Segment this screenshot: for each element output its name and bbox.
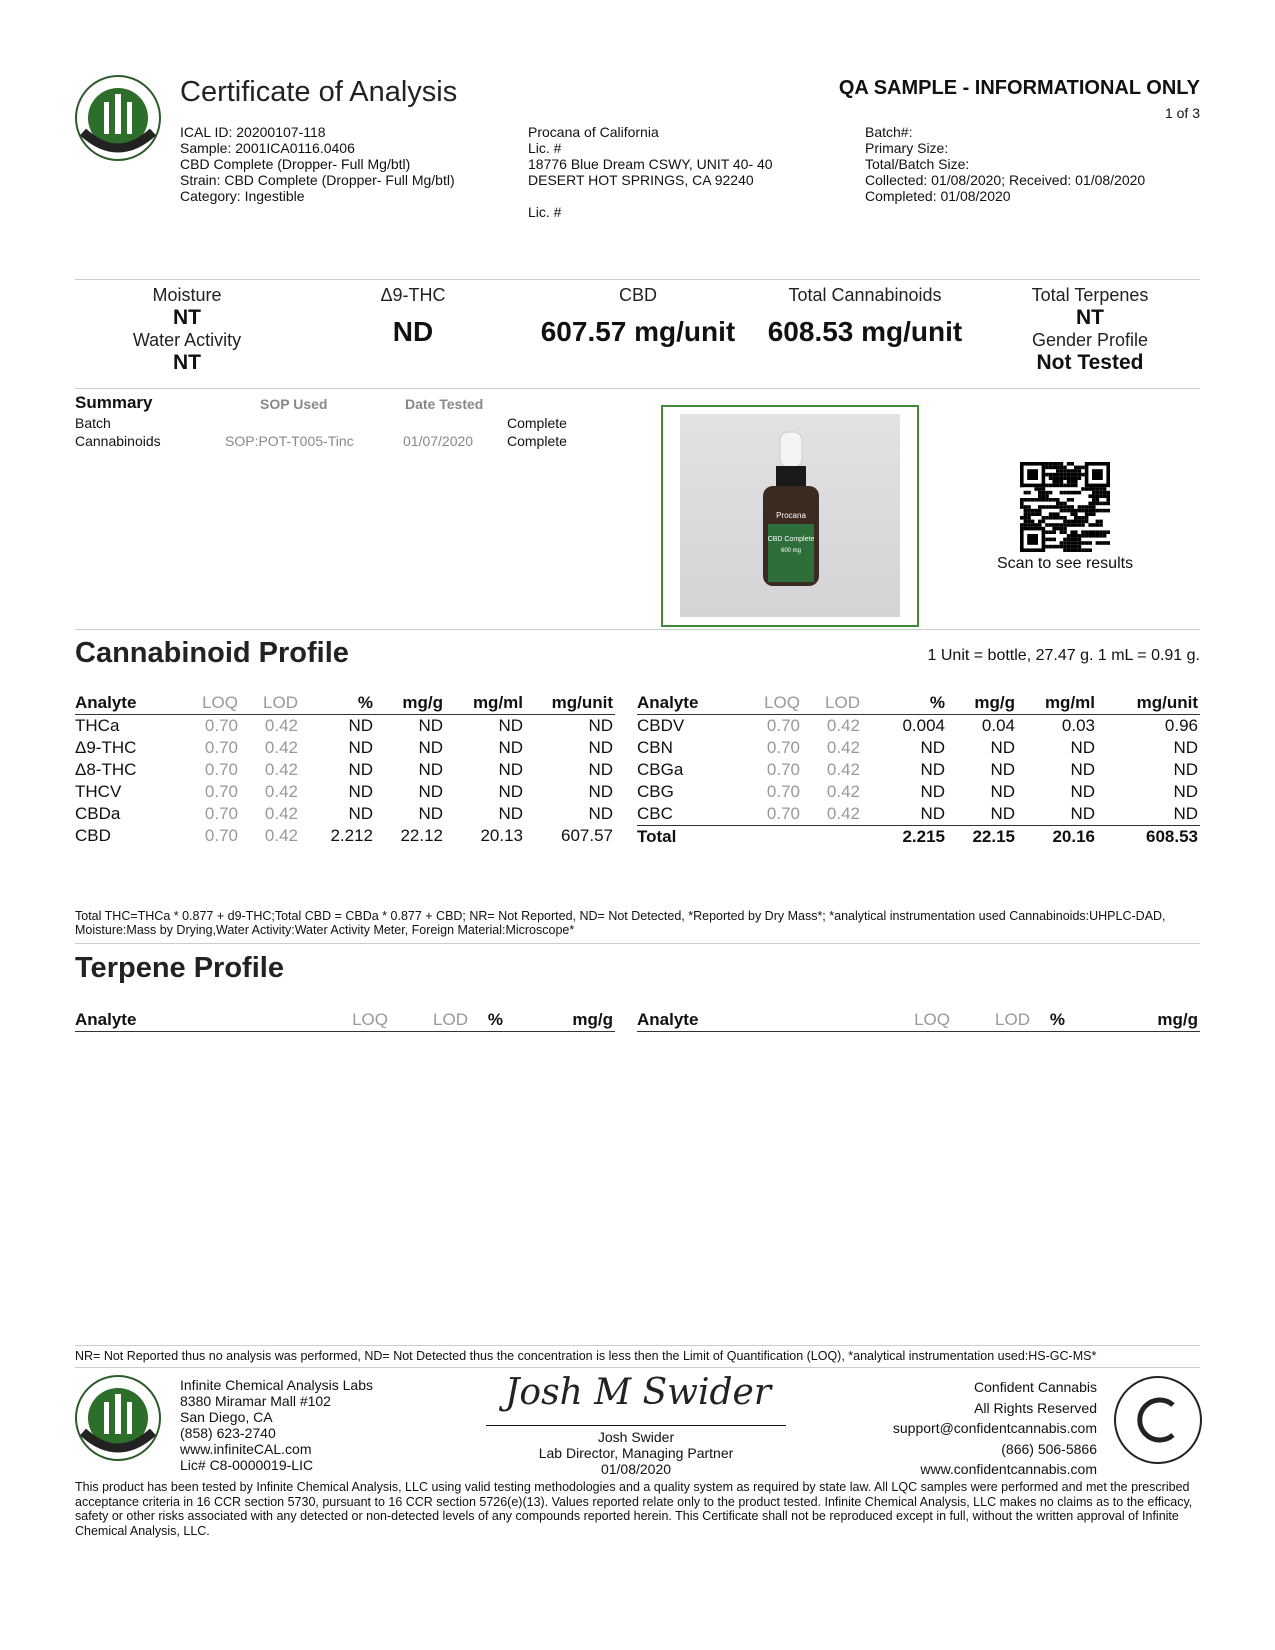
summary-row-status: Complete bbox=[507, 415, 567, 431]
table-cell: 20.16 bbox=[1017, 826, 1097, 849]
table-cell: Total bbox=[637, 826, 757, 849]
table-cell: ND bbox=[348, 782, 373, 801]
column-header: Analyte bbox=[75, 1009, 320, 1032]
table-cell: THCa bbox=[75, 716, 120, 735]
collected-date: Collected: 01/08/2020; Received: 01/08/2020 bbox=[865, 172, 1146, 188]
batch-info bbox=[865, 124, 1145, 204]
signer-name: Josh Swider bbox=[597, 1429, 675, 1445]
table-cell: 0.96 bbox=[1164, 716, 1198, 735]
total-terpenes-label: Total Terpenes bbox=[1031, 285, 1149, 305]
table-row bbox=[637, 781, 1200, 803]
table-cell: ND bbox=[348, 760, 373, 779]
divider bbox=[75, 1367, 1200, 1368]
column-header: Analyte bbox=[637, 1009, 882, 1032]
divider bbox=[75, 279, 1200, 280]
table-row bbox=[637, 715, 1200, 738]
table-cell: ND bbox=[498, 760, 523, 779]
table-cell: 0.42 bbox=[264, 738, 298, 757]
client-lic-2: Lic. # bbox=[528, 204, 562, 220]
table-cell: 0.70 bbox=[766, 738, 800, 757]
svg-text:600 mg: 600 mg bbox=[780, 548, 802, 554]
column-header: mg/g bbox=[947, 692, 1017, 715]
column-header: LOD bbox=[390, 1009, 470, 1032]
table-cell: ND bbox=[418, 760, 443, 779]
svg-text:Procana: Procana bbox=[776, 511, 806, 520]
table-row bbox=[75, 737, 615, 759]
water-activity-value: NT bbox=[173, 351, 201, 374]
table-cell: 0.70 bbox=[204, 716, 238, 735]
table-cell: CBDa bbox=[75, 804, 121, 823]
thc-metric bbox=[303, 285, 523, 348]
cannabinoid-footnote: Total THC=THCa * 0.877 + d9-THC;Total CBD = CBDa * 0.877 + CBD; NR= Not Reported, ND= Not Detected, *Reported by Dry Mass*; *analytical instrumentation used Cannabinoids:UHPLC-DAD, Moisture:Mass by Drying,Water Activity:Water Activity Meter, Foreign Material:Microscope* bbox=[75, 909, 1166, 937]
table-cell: 607.57 bbox=[561, 826, 613, 845]
moisture-metric bbox=[77, 285, 297, 375]
terpenes-metric bbox=[980, 285, 1200, 375]
table-cell: ND bbox=[920, 804, 945, 823]
lab-license: Lic# C8-0000019-LIC bbox=[180, 1457, 314, 1473]
table-cell: ND bbox=[1173, 782, 1198, 801]
svg-text:CBD Complete: CBD Complete bbox=[767, 536, 815, 543]
column-header: LOD bbox=[952, 1009, 1032, 1032]
qr-code-icon[interactable] bbox=[1020, 462, 1110, 557]
column-header: mg/ml bbox=[1017, 692, 1097, 715]
cannabinoid-profile-title: Cannabinoid Profile bbox=[75, 637, 349, 669]
table-cell: CBG bbox=[637, 782, 674, 801]
table-row bbox=[75, 781, 615, 803]
table-cell: 0.42 bbox=[826, 804, 860, 823]
column-header: % bbox=[1032, 1009, 1067, 1032]
divider bbox=[75, 1345, 1200, 1346]
table-cell: ND bbox=[498, 782, 523, 801]
table-cell: 0.70 bbox=[766, 760, 800, 779]
column-header: % bbox=[300, 692, 375, 715]
table-cell: 0.004 bbox=[902, 716, 945, 735]
table-cell: 0.70 bbox=[204, 760, 238, 779]
table-cell: ND bbox=[418, 804, 443, 823]
table-cell: ND bbox=[1173, 760, 1198, 779]
table-cell: 0.70 bbox=[204, 782, 238, 801]
sop-header: SOP Used bbox=[260, 396, 328, 412]
client-address-2: DESERT HOT SPRINGS, CA 92240 bbox=[528, 172, 754, 188]
cannabinoid-table-left bbox=[75, 692, 615, 847]
ical-logo bbox=[73, 72, 163, 169]
table-cell: 20.13 bbox=[480, 826, 523, 845]
confident-cannabis-logo bbox=[1113, 1375, 1203, 1470]
cbd-value: 607.57 mg/unit bbox=[540, 316, 736, 347]
column-header: mg/g bbox=[375, 692, 445, 715]
table-cell: 0.70 bbox=[766, 782, 800, 801]
page-number: 1 of 3 bbox=[1164, 105, 1200, 121]
ical-id: ICAL ID: 20200107-118 bbox=[180, 124, 326, 140]
column-header: Analyte bbox=[75, 692, 195, 715]
table-cell: 0.04 bbox=[981, 716, 1015, 735]
table-cell: ND bbox=[990, 760, 1015, 779]
signature: Josh M Swider bbox=[505, 1372, 772, 1413]
divider bbox=[75, 629, 1200, 630]
summary-row-name: Cannabinoids bbox=[75, 433, 161, 449]
table-cell: 0.42 bbox=[264, 716, 298, 735]
unit-note: 1 Unit = bottle, 27.47 g. 1 mL = 0.91 g. bbox=[927, 647, 1200, 664]
gender-profile-label: Gender Profile bbox=[1031, 330, 1149, 350]
page-title: Certificate of Analysis bbox=[180, 76, 458, 108]
disclaimer: This product has been tested by Infinite Chemical Analysis, LLC using valid testing methodologies and a quality system as required by state law. All LQC samples were performed and met the prescribed acceptance criteria in 16 CCR section 5730, pursuant to 16 CCR section 5726(e)(13). Values reported relate only to the product tested. Infinite Chemical Analysis, LLC makes no claims as to the efficacy, safety or other risks associated with any detected or non-detected levels of any compounds reported herein. This Certificate shall not be reproduced except in full, without the written approval of Infinite Chemical Analysis, LLC. bbox=[75, 1480, 1193, 1538]
table-cell: ND bbox=[588, 716, 613, 735]
table-cell: ND bbox=[1173, 804, 1198, 823]
terpene-table-right bbox=[637, 1009, 1200, 1032]
table-cell: 22.15 bbox=[947, 826, 1017, 849]
table-cell: 0.42 bbox=[264, 826, 298, 845]
bottle-image bbox=[680, 414, 900, 617]
table-cell: ND bbox=[418, 716, 443, 735]
table-cell: 22.12 bbox=[400, 826, 443, 845]
table-cell: ND bbox=[990, 782, 1015, 801]
table-row bbox=[637, 826, 1200, 849]
lab-info bbox=[180, 1377, 373, 1473]
table-cell: ND bbox=[588, 738, 613, 757]
cannabinoid-table-right bbox=[637, 692, 1200, 848]
table-cell: 0.42 bbox=[264, 804, 298, 823]
cc-info bbox=[893, 1377, 1097, 1480]
cc-website: www.confidentcannabis.com bbox=[920, 1461, 1097, 1477]
cc-email: support@confidentcannabis.com bbox=[892, 1420, 1097, 1436]
table-cell: ND bbox=[498, 716, 523, 735]
table-cell: 608.53 bbox=[1097, 826, 1200, 849]
batch-size: Total/Batch Size: bbox=[865, 156, 970, 172]
table-row bbox=[637, 737, 1200, 759]
table-cell: ND bbox=[348, 716, 373, 735]
spacer bbox=[528, 188, 773, 204]
cbd-metric bbox=[528, 285, 748, 348]
signature-line bbox=[486, 1425, 786, 1426]
column-header: mg/g bbox=[505, 1009, 615, 1032]
table-cell bbox=[757, 826, 802, 849]
table-row bbox=[75, 825, 615, 847]
lab-website: www.infiniteCAL.com bbox=[180, 1441, 312, 1457]
lab-name: Infinite Chemical Analysis Labs bbox=[180, 1377, 373, 1393]
moisture-label: Moisture bbox=[152, 285, 222, 305]
primary-size: Primary Size: bbox=[865, 140, 949, 156]
table-cell: CBD bbox=[75, 826, 111, 845]
table-cell: ND bbox=[990, 738, 1015, 757]
table-cell: 0.42 bbox=[826, 716, 860, 735]
category: Category: Ingestible bbox=[180, 188, 305, 204]
total-cannabinoids-label: Total Cannabinoids bbox=[788, 285, 942, 305]
table-cell: 0.70 bbox=[766, 804, 800, 823]
table-cell: THCV bbox=[75, 782, 122, 801]
signer-title: Lab Director, Managing Partner bbox=[538, 1445, 734, 1461]
column-header: LOD bbox=[240, 692, 300, 715]
column-header: mg/ml bbox=[445, 692, 525, 715]
signer-info bbox=[486, 1429, 786, 1477]
table-cell: ND bbox=[588, 782, 613, 801]
summary-row-date: 01/07/2020 bbox=[403, 433, 474, 449]
table-cell: ND bbox=[990, 804, 1015, 823]
lab-phone: (858) 623-2740 bbox=[180, 1425, 276, 1441]
client-info bbox=[528, 124, 773, 220]
table-cell: ND bbox=[1070, 804, 1095, 823]
thc-label: Δ9-THC bbox=[380, 285, 446, 305]
signer-date: 01/08/2020 bbox=[600, 1461, 672, 1477]
ical-logo-footer bbox=[73, 1372, 163, 1469]
lab-address: 8380 Miramar Mall #102 bbox=[180, 1393, 331, 1409]
footer-note: NR= Not Reported thus no analysis was performed, ND= Not Detected thus the concentration is less then the Limit of Quantification (LOQ), *analytical instrumentation used:HS-GC-MS* bbox=[75, 1349, 1097, 1363]
table-cell: 0.42 bbox=[264, 782, 298, 801]
product-photo bbox=[680, 414, 900, 617]
table-cell: Δ9-THC bbox=[75, 738, 137, 757]
table-cell: CBDV bbox=[637, 716, 685, 735]
table-cell: CBC bbox=[637, 804, 673, 823]
table-row bbox=[75, 715, 615, 738]
strain: Strain: CBD Complete (Dropper- Full Mg/btl) bbox=[180, 172, 455, 188]
summary-row-name: Batch bbox=[75, 415, 111, 431]
table-cell: ND bbox=[418, 782, 443, 801]
divider bbox=[75, 388, 1200, 389]
column-header: mg/unit bbox=[525, 692, 615, 715]
sample-info bbox=[180, 124, 455, 204]
table-row bbox=[637, 759, 1200, 781]
product-name: CBD Complete (Dropper- Full Mg/btl) bbox=[180, 156, 411, 172]
summary-row-status: Complete bbox=[507, 433, 567, 449]
qr-caption: Scan to see results bbox=[997, 555, 1134, 572]
cc-phone: (866) 506-5866 bbox=[1001, 1440, 1097, 1457]
client-address-1: 18776 Blue Dream CSWY, UNIT 40- 40 bbox=[528, 156, 773, 172]
cc-rights: All Rights Reserved bbox=[974, 1399, 1097, 1416]
total-terpenes-value: NT bbox=[1076, 306, 1104, 329]
water-activity-label: Water Activity bbox=[132, 330, 242, 350]
table-cell: ND bbox=[588, 760, 613, 779]
table-cell: 0.42 bbox=[826, 760, 860, 779]
table-row bbox=[75, 803, 615, 825]
table-cell: Δ8-THC bbox=[75, 760, 137, 779]
column-header: % bbox=[862, 692, 947, 715]
gender-profile-value: Not Tested bbox=[1036, 351, 1144, 374]
table-cell: 0.42 bbox=[826, 782, 860, 801]
sample-id: Sample: 2001ICA0116.0406 bbox=[180, 140, 355, 156]
table-cell: ND bbox=[588, 804, 613, 823]
divider bbox=[75, 943, 1200, 944]
summary-row-sop: SOP:POT-T005-Tinc bbox=[225, 433, 354, 449]
client-lic: Lic. # bbox=[528, 140, 562, 156]
completed-date: Completed: 01/08/2020 bbox=[865, 188, 1011, 204]
qa-label: QA SAMPLE - INFORMATIONAL ONLY bbox=[838, 77, 1200, 99]
table-cell: 0.70 bbox=[204, 826, 238, 845]
table-cell: ND bbox=[920, 738, 945, 757]
table-cell bbox=[802, 826, 862, 849]
date-header: Date Tested bbox=[405, 396, 484, 412]
table-cell: 0.03 bbox=[1061, 716, 1095, 735]
table-cell: ND bbox=[348, 804, 373, 823]
column-header: LOQ bbox=[757, 692, 802, 715]
table-row bbox=[637, 803, 1200, 826]
table-cell: CBN bbox=[637, 738, 673, 757]
table-cell: ND bbox=[920, 782, 945, 801]
column-header: LOQ bbox=[882, 1009, 952, 1032]
batch-number: Batch#: bbox=[865, 124, 913, 140]
moisture-value: NT bbox=[173, 306, 201, 329]
summary-title: Summary bbox=[75, 393, 153, 412]
table-cell: 2.212 bbox=[330, 826, 373, 845]
column-header: mg/g bbox=[1067, 1009, 1200, 1032]
total-cannabinoids-value: 608.53 mg/unit bbox=[767, 316, 963, 347]
column-header: LOD bbox=[802, 692, 862, 715]
column-header: LOQ bbox=[195, 692, 240, 715]
lab-city: San Diego, CA bbox=[180, 1409, 273, 1425]
table-cell: CBGa bbox=[637, 760, 684, 779]
terpene-table-left bbox=[75, 1009, 615, 1032]
column-header: mg/unit bbox=[1097, 692, 1200, 715]
column-header: % bbox=[470, 1009, 505, 1032]
terpene-profile-title: Terpene Profile bbox=[75, 952, 284, 984]
client-name: Procana of California bbox=[528, 124, 659, 140]
table-cell: ND bbox=[498, 804, 523, 823]
table-cell: 0.70 bbox=[766, 716, 800, 735]
table-cell: ND bbox=[498, 738, 523, 757]
table-cell: ND bbox=[920, 760, 945, 779]
cbd-label: CBD bbox=[618, 285, 657, 305]
table-cell: 0.70 bbox=[204, 804, 238, 823]
total-cannabinoids-metric bbox=[755, 285, 975, 348]
table-cell: 0.70 bbox=[204, 738, 238, 757]
table-cell: 2.215 bbox=[862, 826, 947, 849]
table-cell: ND bbox=[348, 738, 373, 757]
table-cell: ND bbox=[1070, 782, 1095, 801]
thc-value: ND bbox=[392, 316, 434, 347]
table-cell: ND bbox=[1173, 738, 1198, 757]
product-photo-frame bbox=[661, 405, 919, 627]
table-cell: ND bbox=[1070, 738, 1095, 757]
column-header: Analyte bbox=[637, 692, 757, 715]
table-row bbox=[75, 759, 615, 781]
table-cell: ND bbox=[418, 738, 443, 757]
table-cell: 0.42 bbox=[264, 760, 298, 779]
table-cell: ND bbox=[1070, 760, 1095, 779]
column-header: LOQ bbox=[320, 1009, 390, 1032]
table-cell: 0.42 bbox=[826, 738, 860, 757]
cc-name: Confident Cannabis bbox=[974, 1379, 1097, 1395]
